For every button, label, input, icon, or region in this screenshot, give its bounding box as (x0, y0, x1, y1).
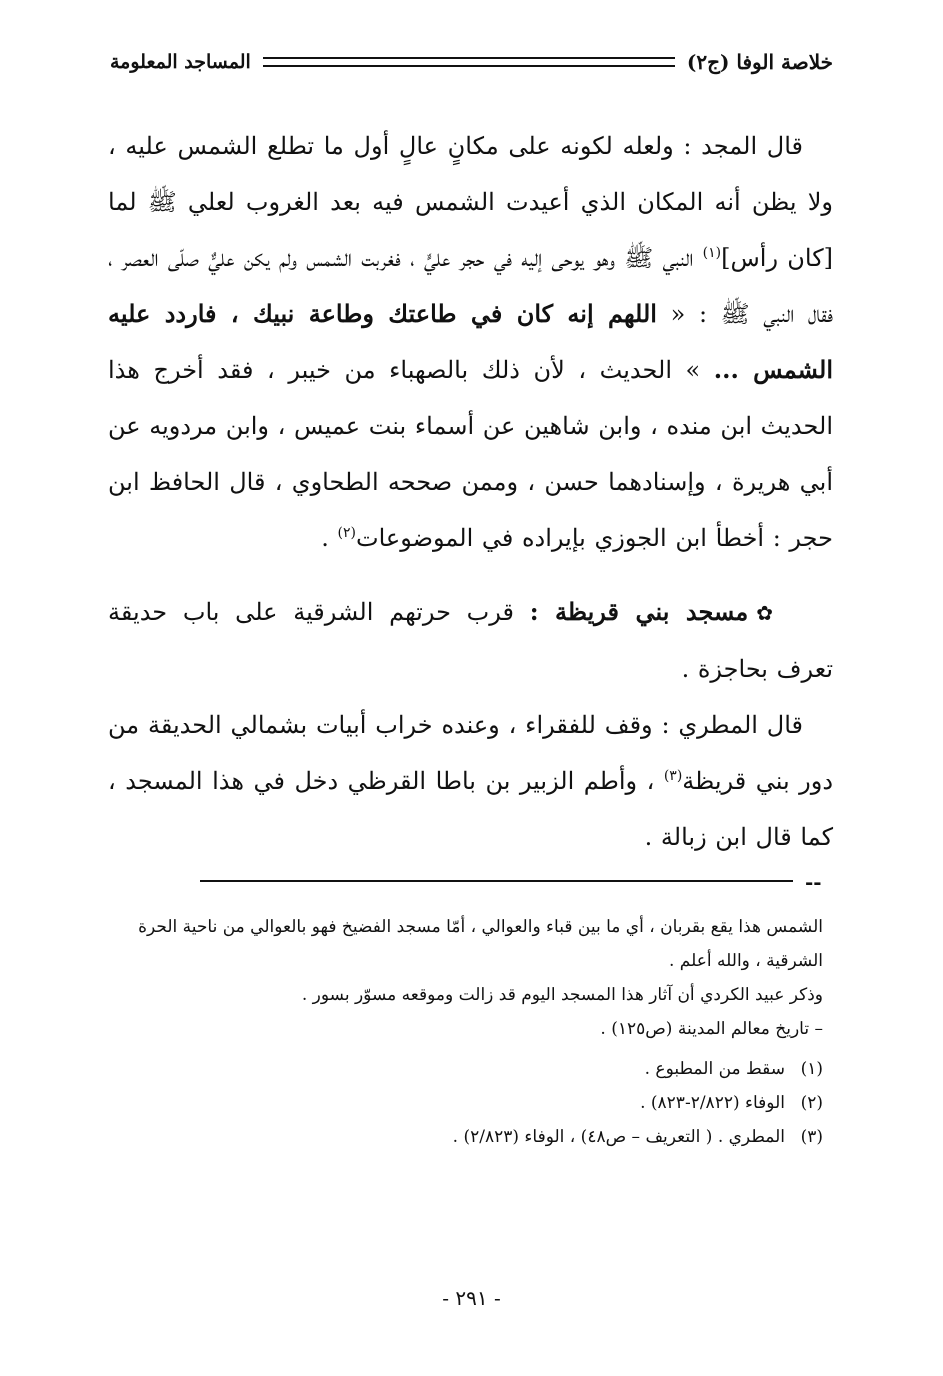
footnote-ref-1: (١) (702, 245, 722, 261)
text-run: . (321, 524, 338, 552)
header-book-title: خلاصة الوفا (ج٢) (686, 50, 833, 74)
footnote-continued-line: الشمس هذا يقع بقربان ، أي ما بين قباء والعوالي ، أمّا مسجد الفضيخ فهو بالعوالي من ناحية الحرة الشرقية ، والله أعلم . (138, 917, 823, 971)
text-run: قرب حرتهم الشرقية على باب حديقة تعرف بحاجزة . (108, 598, 833, 683)
footnote-text: المطري . ( التعريف – ص٤٨) ، الوفاء (٢/٨٢٣) . (452, 1127, 785, 1147)
hadith-quote: اللهم إنه كان في طاعتك وطاعة نبيك ، فاردد عليه الشمس ... (108, 299, 833, 384)
body-text (108, 118, 833, 865)
footnote-2 (108, 1086, 823, 1120)
footnote-continued-line: وذكر عبيد الكردي أن آثار هذا المسجد اليوم قد زالت وموقعه مسوّر بسور . (301, 985, 823, 1005)
text-run: قال المطري : وقف للفقراء ، وعنده خراب أبيات بشمالي الحديقة من دور بني قريظة (108, 711, 834, 795)
footnotes (108, 910, 823, 1154)
text-run: النبي ﷺ وهو يوحى إليه في حجر عليٍّ ، فغربت الشمس ولم يكن عليٌّ صلّى العصر ، فقال النبي ﷺ : « (108, 244, 834, 328)
footnote-ref-3: (٣) (663, 768, 683, 784)
footnote-number: (٣) (800, 1127, 823, 1147)
footnote-number: (٢) (800, 1093, 823, 1113)
footnote-dash: -- (805, 870, 822, 894)
footnote-number: (١) (800, 1059, 823, 1079)
footnote-text: سقط من المطبوع . (644, 1059, 785, 1079)
running-header (110, 44, 833, 80)
footnote-continued-line: – تاريخ معالم المدينة (ص١٢٥) . (600, 1019, 823, 1039)
footnote-text: الوفاء (٢/٨٢٢-٨٢٣) . (640, 1093, 785, 1113)
header-section-title: المساجد المعلومة (110, 51, 251, 73)
text-run: قال المجد : ولعله لكونه على مكانٍ عالٍ أول ما تطلع الشمس عليه ، ولا يظن أنه المكان الذي أعيدت الشمس فيه بعد الغروب لعلي ﷺ لما [كان رأس] (108, 132, 833, 272)
header-rule (263, 57, 675, 67)
footnote-separator (200, 880, 793, 882)
paragraph-majd (108, 118, 833, 566)
page-number: - ٢٩١ - (442, 1286, 501, 1310)
flower-icon: ✿ (756, 601, 773, 625)
section-heading: مسجد بني قريظة : (529, 597, 749, 626)
footnote-3 (108, 1120, 823, 1154)
text-run: ، وأطم الزبير بن باطا القرظي دخل في هذا المسجد ، كما قال ابن زبالة . (108, 767, 833, 851)
footnote-ref-2: (٢) (337, 525, 356, 541)
text-run: » الحديث ، لأن ذلك بالصهباء من خيبر ، فقد أخرج هذا الحديث ابن منده ، وابن شاهين عن أسماء بنت عميس ، وابن مردويه عن أبي هريرة ، وإسنادهما حسن ، وممن صححه الطحاوي ، قال الحافظ ابن حجر : أخطأ ابن الجوزي بإيراده في الموضوعات (108, 356, 833, 552)
paragraph-bani-qurayza (108, 584, 833, 697)
footnote-1 (108, 1052, 823, 1086)
paragraph-matari (108, 697, 833, 865)
footnote-list (108, 1052, 823, 1154)
